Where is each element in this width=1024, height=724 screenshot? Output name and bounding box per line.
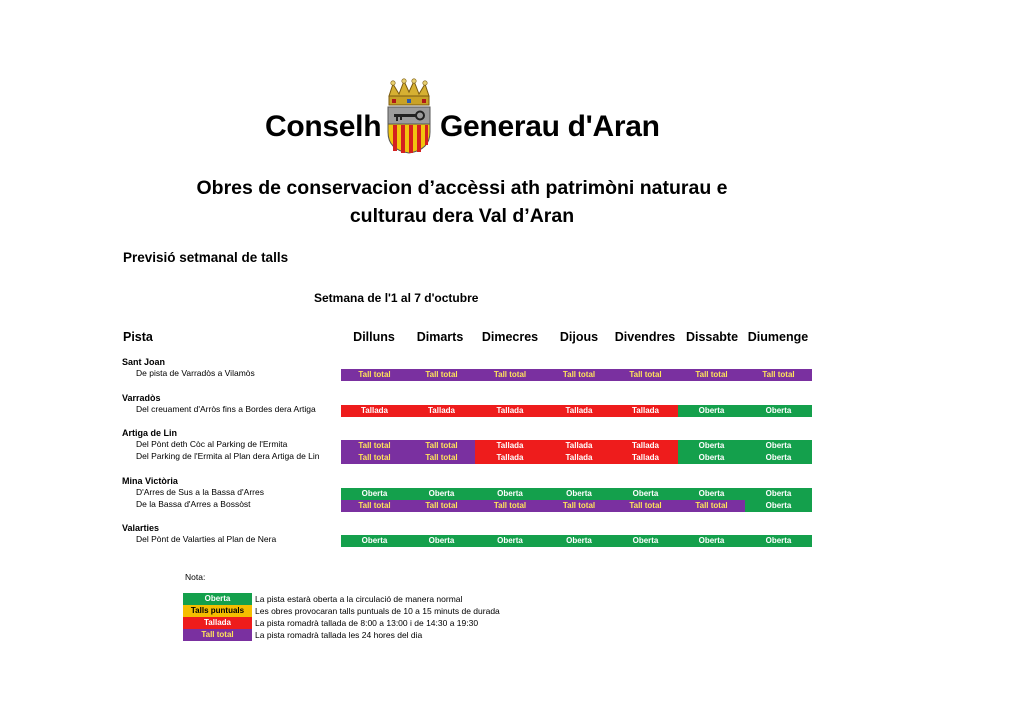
row-label: Del Pònt deth Còc al Parking de l'Ermita: [136, 439, 288, 449]
status-cell: Tallada: [475, 452, 545, 464]
row-label: Del Parking de l'Ermita al Plan dera Artiga de Lin: [136, 451, 320, 461]
day-header-dilluns: Dilluns: [353, 330, 395, 344]
status-cell: Tall total: [341, 369, 408, 381]
section-subtitle: Previsió setmanal de talls: [123, 250, 289, 265]
status-cell: Oberta: [341, 488, 408, 500]
status-cell: Oberta: [745, 452, 812, 464]
row-label: Del Pònt de Valarties al Plan de Nera: [136, 534, 277, 544]
status-cell: Oberta: [678, 488, 745, 500]
status-cell: Tall total: [613, 369, 678, 381]
legend-swatch: Talls puntuals: [183, 605, 252, 617]
status-cell: Oberta: [745, 488, 812, 500]
legend-swatch: Oberta: [183, 593, 252, 605]
status-cell: Tall total: [408, 369, 475, 381]
status-cell: Tallada: [545, 405, 613, 417]
status-cell: Tall total: [745, 369, 812, 381]
logo: [262, 78, 682, 158]
status-cell: Oberta: [341, 535, 408, 547]
status-cell: Tall total: [408, 452, 475, 464]
status-cell: Tallada: [341, 405, 408, 417]
status-cell: Tall total: [341, 440, 408, 452]
group-label: Valarties: [122, 523, 160, 533]
status-cell: Tallada: [545, 452, 613, 464]
status-cell: Oberta: [745, 535, 812, 547]
legend-swatch: Tall total: [183, 629, 252, 641]
day-header-dissabte: Dissabte: [685, 330, 739, 344]
status-cell: Tallada: [613, 440, 678, 452]
status-cell: Tallada: [408, 405, 475, 417]
status-cell: Oberta: [475, 535, 545, 547]
status-cell: Tall total: [475, 500, 545, 512]
note-title: Nota:: [185, 572, 206, 582]
group-label: Mina Victòria: [122, 476, 178, 486]
status-cell: Tall total: [408, 440, 475, 452]
status-cell: Tall total: [341, 452, 408, 464]
page-title-line2: culturau dera Val d’Aran: [349, 205, 575, 227]
status-cell: Oberta: [613, 535, 678, 547]
status-cell: Oberta: [678, 440, 745, 452]
status-cell: Tallada: [613, 452, 678, 464]
status-cell: Oberta: [475, 488, 545, 500]
status-cell: Tall total: [678, 500, 745, 512]
status-cell: Oberta: [408, 488, 475, 500]
status-cell: Tallada: [475, 440, 545, 452]
page-title-line1: Obres de conservacion d’accèssi ath patrimòni naturau e: [196, 177, 728, 199]
group-label: Varradòs: [122, 393, 161, 403]
row-label: Del creuament d'Arròs fins a Bordes dera Artiga: [136, 404, 316, 414]
status-cell: Oberta: [545, 488, 613, 500]
status-cell: Tall total: [341, 500, 408, 512]
status-cell: Oberta: [678, 535, 745, 547]
day-header-diumenge: Diumenge: [747, 330, 809, 344]
status-cell: Oberta: [408, 535, 475, 547]
week-label: Setmana de l'1 al 7 d'octubre: [314, 291, 479, 305]
status-cell: Tall total: [545, 369, 613, 381]
status-cell: Oberta: [678, 405, 745, 417]
legend-swatch: Tallada: [183, 617, 252, 629]
logo-word-left: Conselh: [265, 110, 382, 143]
row-label: De la Bassa d'Arres a Bossòst: [136, 499, 251, 509]
status-cell: Tall total: [545, 500, 613, 512]
group-label: Artiga de Lin: [122, 428, 178, 438]
coat-of-arms-icon: [384, 78, 434, 154]
legend-text: La pista romadrà tallada de 8:00 a 13:00 i de 14:30 a 19:30: [255, 618, 479, 628]
status-cell: Oberta: [545, 535, 613, 547]
status-cell: Oberta: [745, 500, 812, 512]
day-header-dimarts: Dimarts: [416, 330, 464, 344]
status-cell: Tallada: [475, 405, 545, 417]
status-cell: Tallada: [545, 440, 613, 452]
status-cell: Oberta: [745, 440, 812, 452]
legend-text: Les obres provocaran talls puntuals de 10 a 15 minuts de durada: [255, 606, 500, 616]
status-cell: Tall total: [408, 500, 475, 512]
status-cell: Tallada: [613, 405, 678, 417]
status-cell: Tall total: [678, 369, 745, 381]
group-label: Sant Joan: [122, 357, 166, 367]
status-cell: Oberta: [678, 452, 745, 464]
row-label: D'Arres de Sus a la Bassa d'Arres: [136, 487, 264, 497]
row-label: De pista de Varradòs a Vilamòs: [136, 368, 255, 378]
pista-column-header: Pista: [123, 330, 153, 344]
status-cell: Tall total: [475, 369, 545, 381]
status-cell: Oberta: [613, 488, 678, 500]
logo-word-right: Generau d'Aran: [440, 110, 660, 143]
day-header-dimecres: Dimecres: [481, 330, 539, 344]
day-header-dijous: Dijous: [559, 330, 599, 344]
status-cell: Oberta: [745, 405, 812, 417]
legend-text: La pista romadrà tallada les 24 hores del dia: [255, 630, 423, 640]
legend-text: La pista estarà oberta a la circulació de manera normal: [255, 594, 463, 604]
status-cell: Tall total: [613, 500, 678, 512]
day-header-divendres: Divendres: [614, 330, 676, 344]
